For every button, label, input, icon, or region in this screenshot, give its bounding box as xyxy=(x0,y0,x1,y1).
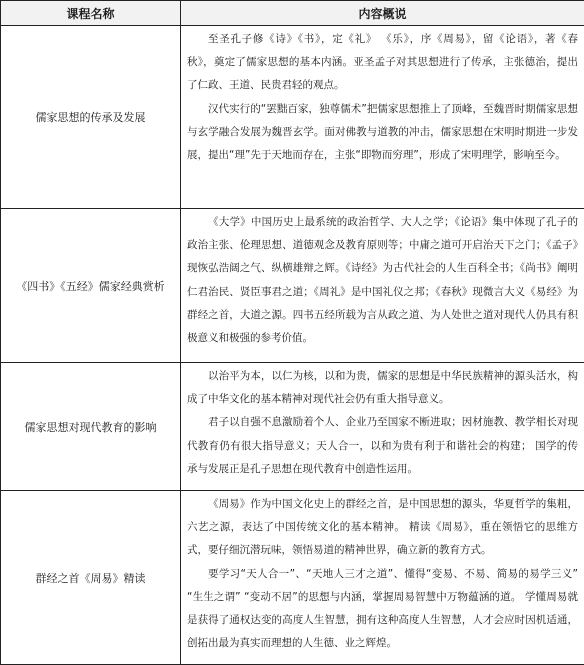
course-name-cell: 儒家思想对现代教育的影响 xyxy=(1,363,181,491)
course-name-cell: 群经之首《周易》精读 xyxy=(1,491,181,665)
summary-paragraph: 以治平为本，以仁为核，以和为贵，儒家的思想是中华民族精神的源头活水，构成了中华文化的基本精神对现代社会仍有重大指导意义。 xyxy=(187,365,578,411)
content-summary-cell xyxy=(181,209,584,363)
course-name-cell: 儒家思想的传承及发展 xyxy=(1,26,181,209)
summary-paragraph: 汉代实行的“罢黜百家，独尊儒术”把儒家思想推上了顶峰，至魏晋时期儒家思想与玄学融合发展为魏晋玄学。面对佛教与道教的冲击，儒家思想在宋明时期进一步发展，提出“理”先于天地而存在，主张“即物而穷理”，形成了宋明理学，影响至今。 xyxy=(187,98,578,168)
table-header-row xyxy=(1,1,584,26)
summary-paragraph: 《大学》中国历史上最系统的政治哲学、大人之学；《论语》集中体现了孔子的政治主张、伦理思想、道德观念及教育原则等；中庸之道可开启治天下之门；《孟子》现恢弘浩阔之气、纵横雄辩之辉。《诗经》为古代社会的人生百科全书；《尚书》阐明仁君治民、贤臣事君之道；《周礼》是中国礼仪之邦；《春秋》现微言大义《易经》为群经之首，大道之源。四书五经所载为言从政之道、为人处世之道对现代人仍具有积极意义和极强的参考价值。 xyxy=(187,211,578,350)
content-summary-cell xyxy=(181,26,584,209)
table-row xyxy=(1,209,584,363)
column-header-course-name: 课程名称 xyxy=(1,1,181,26)
content-summary-cell xyxy=(181,363,584,491)
course-name-cell: 《四书》《五经》儒家经典赏析 xyxy=(1,209,181,363)
summary-paragraph: 要学习“天人合一”、“天地人三才之道”、懂得“变易、不易、简易的易学三义” “生生之谓” “变动不居”的思想与内涵，掌握周易智慧中万物蕴涵的道。 学懂周易就是获得了通权达变的高度人生智慧，拥有这种高度人生智慧，人才会应时因机适通，创拓出最为真实而理想的人生德、业之辉煌。 xyxy=(187,563,578,656)
table-row xyxy=(1,363,584,491)
summary-paragraph: 至圣孔子修《诗》《书》，定《礼》 《乐》，序《周易》，留《论语》，著《春秋》，奠定了儒家思想的基本内涵。亚圣孟子对其思想进行了传承，主张德治，提出了仁政、王道、民贵君轻的观点。 xyxy=(187,28,578,98)
table-row xyxy=(1,26,584,209)
summary-paragraph: 《周易》作为中国文化史上的群经之首，是中国思想的源头，华夏哲学的集粗，六艺之源，表达了中国传统文化的基本精神。 精读《周易》，重在领悟它的思维方式，要仔细沉潜玩味，领悟易道的精神世界，确立新的教育方式。 xyxy=(187,493,578,563)
column-header-content-summary: 内容概说 xyxy=(181,1,584,26)
table-row xyxy=(1,491,584,665)
content-summary-cell xyxy=(181,491,584,665)
summary-paragraph: 君子以自强不息激励着个人、企业乃至国家不断进取；因材施教、教学相长对现代教育仍有很大指导意义；天人合一，以和为贵有利于和谐社会的构建； 国学的传承与发展正是孔子思想在现代教育中创造性运用。 xyxy=(187,411,578,481)
